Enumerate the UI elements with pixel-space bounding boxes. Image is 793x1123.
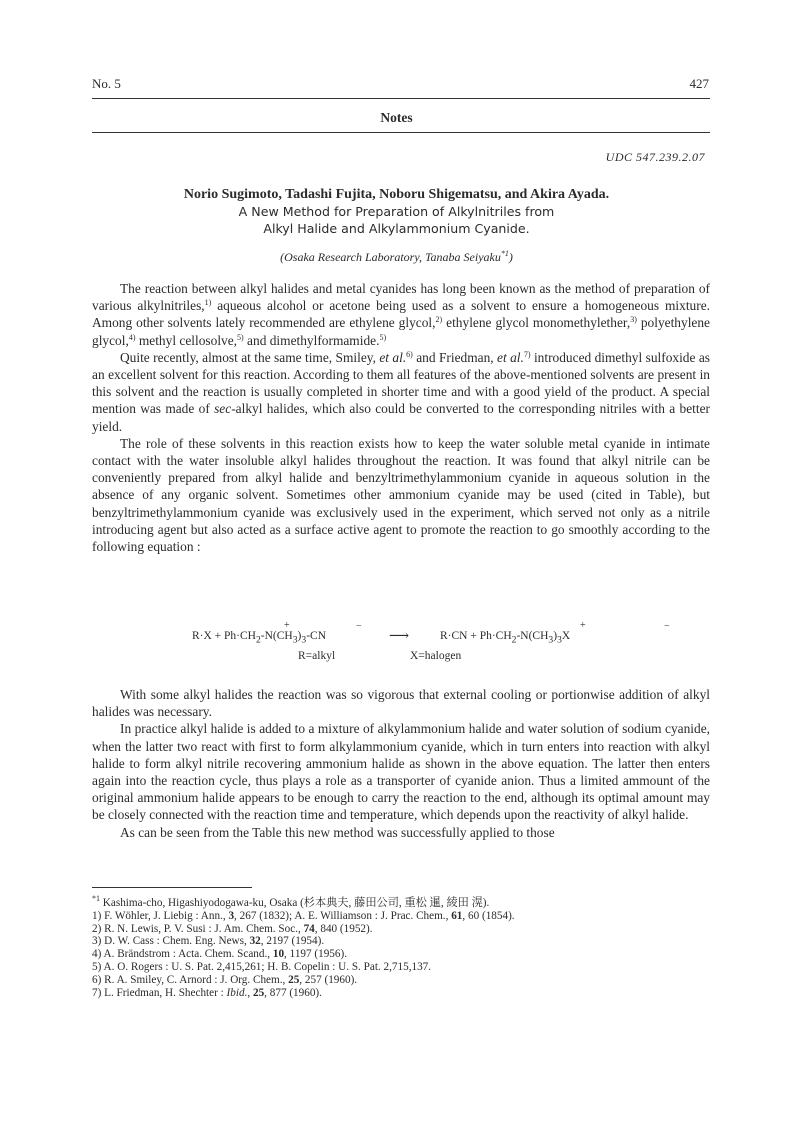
eq-text: ) <box>553 630 558 642</box>
footnote-volume: 25 <box>252 986 265 999</box>
eq-sub: 3 <box>301 634 307 646</box>
footnote-item <box>92 923 712 936</box>
paragraph-2 <box>92 349 710 435</box>
eq-condition-x: X=halogen <box>410 650 462 662</box>
footnote-text: , 60 (1854). <box>462 909 515 922</box>
footnote-mark: 2) <box>92 922 102 935</box>
footnotes <box>92 894 712 999</box>
paragraph-4: With some alkyl halides the reaction was so vigorous that external cooling or portionwise addition of alkyl halides was necessary. <box>92 687 710 720</box>
equation-left <box>192 630 326 645</box>
footnote-text: D. W. Cass : Chem. Eng. News, <box>104 935 250 948</box>
eq-sub: 2 <box>256 634 261 646</box>
footnote-rule <box>92 887 252 888</box>
eq-condition-r: R=alkyl <box>298 650 336 662</box>
et-al: et al. <box>379 349 407 365</box>
article-title-block <box>0 186 793 237</box>
authors: Norio Sugimoto, Tadashi Fujita, Noboru Shigematsu, and Akira Ayada. <box>183 187 610 202</box>
eq-text: X <box>561 630 571 642</box>
paragraph-1 <box>92 280 710 349</box>
ref-mark: 1) <box>204 298 212 308</box>
et-al: et al. <box>497 349 524 365</box>
eq-sub: 3 <box>557 634 562 646</box>
footnote-ibid: Ibid. <box>226 986 248 999</box>
footnote-text: A. O. Rogers : U. S. Pat. 2,415,261; H. B. Copelin : U. S. Pat. 2,715,137. <box>103 960 432 973</box>
eq-plus-charge: + <box>284 620 290 631</box>
footnote-text: , <box>247 986 253 999</box>
body-upper <box>92 280 710 555</box>
footnote-volume: 10 <box>272 948 285 961</box>
ref-mark: 3) <box>630 315 637 325</box>
affiliation-close: ) <box>508 250 513 264</box>
title-line-2: Alkyl Halide and Alkylammonium Cyanide. <box>263 221 530 236</box>
paragraph-5: In practice alkyl halide is added to a mixture of alkylammonium halide and water solution of sodium cyanide, when the latter two react with first to form alkylammonium cyanide, which in turn enters into reaction with alkyl halide to form alkyl nitrile recovering ammonium halide as shown in the above equation. The latter then enters again into the reaction cycle, thus plays a role as a transporter of cyanide anion. Thus a limited ammount of the original ammonium halide appears to be enough to carry the reaction to the end, although its optimal amount may be closely connected with the reaction time and temperature, which depends upon the reactivity of alkyl halide. <box>92 721 710 823</box>
eq-text: -N(CH <box>516 630 549 642</box>
eq-arrow: ⟶ <box>389 629 410 644</box>
footnote-text: , 840 (1952). <box>314 922 373 935</box>
affiliation-text: (Osaka Research Laboratory, Tanaba Seiyaku <box>280 250 501 264</box>
footnote-mark: 3) <box>92 935 102 948</box>
ref-mark: 4) <box>128 332 136 342</box>
p2-text-d: -alkyl halides, which also could be converted to the corresponding nitriles with a better yield. <box>92 401 710 434</box>
footnote-mark: 1) <box>92 909 102 922</box>
eq-sub: 2 <box>511 634 517 646</box>
footnote-text: , 877 (1960). <box>264 986 322 999</box>
eq-minus-charge: − <box>664 621 670 632</box>
eq-text: -CN <box>306 630 326 642</box>
body-lower <box>92 686 710 841</box>
footnote-text: F. Wöhler, J. Liebig : Ann., <box>104 909 229 922</box>
footnote-text: , 257 (1960). <box>299 973 358 986</box>
paragraph-6: As can be seen from the Table this new method was successfully applied to those <box>120 824 555 840</box>
title-line-1: A New Method for Preparation of Alkylnitriles from <box>238 204 555 219</box>
p1-text-b: aqueous alcohol or acetone being used as a solvent to ensure a homogeneous mixture. Among other solvents lately recommended are ethylene glycol, <box>92 298 710 331</box>
p2-text-a: Quite recently, almost at the same time, Smiley, <box>120 349 380 365</box>
p2-text-b: and Friedman, <box>412 349 498 365</box>
footnote-text: , 2197 (1954). <box>260 935 325 948</box>
footnote-text: L. Friedman, H. Shechter : <box>104 986 227 999</box>
footnote-item <box>92 961 712 974</box>
affiliation-mark: *1 <box>500 249 509 258</box>
footnote-mark: 5) <box>92 960 102 973</box>
footnote-text: R. A. Smiley, C. Arnord : J. Org. Chem., <box>104 973 289 986</box>
footnote-volume: 74 <box>303 922 315 935</box>
eq-text: ) <box>297 630 302 642</box>
eq-sub: 3 <box>292 634 298 646</box>
footnote-volume: 3 <box>228 909 235 922</box>
eq-text: -N(CH <box>260 630 293 642</box>
footnote-mark: 4) <box>92 948 102 961</box>
p1-text-f: and dimethylformamide. <box>243 332 380 348</box>
p2-text-c: introduced dimethyl sulfoxide as an excellent solvent for this reaction. According to them all features of the above-mentioned solvents are present in this solvent and the reaction is usually completed in shorter time and with a good yield of the product. A special mention was made of <box>92 349 710 417</box>
p1-text-a: The reaction between alkyl halides and metal cyanides has long been known as the method of preparation of various alkylnitriles, <box>92 281 710 314</box>
footnote-volume: 61 <box>451 909 463 922</box>
footnote-item <box>92 894 712 910</box>
footnote-text: A. Brändstrom : Acta. Chem. Scand., <box>103 948 273 961</box>
ref-mark: 2) <box>435 315 443 325</box>
ref-mark: 6) <box>406 349 413 359</box>
section-title: Notes <box>380 110 413 125</box>
eq-text: R·CN + Ph·CH <box>440 630 512 642</box>
affiliation <box>0 250 793 265</box>
p1-text-c: ethylene glycol monomethylether, <box>442 315 631 331</box>
footnote-item <box>92 987 712 1000</box>
footnote-volume: 25 <box>288 973 300 986</box>
eq-minus-charge: − <box>356 621 362 632</box>
sec-prefix: sec <box>214 401 232 417</box>
footnote-mark: 6) <box>92 973 102 986</box>
footnote-item <box>92 935 712 948</box>
paragraph-3: The role of these solvents in this reaction exists how to keep the water soluble metal cyanide in intimate contact with the water insoluble alkyl halides throughout the reaction. It was found that alkyl nitrile can be conveniently prepared from alkyl halide and benzyltrimethylammonium cyanide in aqueous solution in the absence of any organic solvent. Sometimes other ammonium cyanide may be used (cited in Table), but benzyltrimethylammonium cyanide was exclusively used in the experiment, which served not only as a nitrile introducing agent but also acted as a surface active agent to promote the reaction to go smoothly according to the following equation : <box>92 435 710 555</box>
footnote-mark: 7) <box>92 986 102 999</box>
p1-text-d: polyethylene glycol, <box>92 315 710 348</box>
footnote-mark: *1 <box>92 894 100 903</box>
footnote-item <box>92 948 712 961</box>
udc-code: UDC 547.239.2.07 <box>605 150 705 164</box>
journal-number: No. 5 <box>92 76 121 91</box>
equation-right <box>440 630 570 645</box>
p1-text-e: methyl cellosolve, <box>135 332 238 348</box>
eq-plus-charge: + <box>580 620 586 631</box>
section-rule <box>92 132 710 133</box>
footnote-text: , 267 (1832); A. E. Williamson : J. Prac. Chem., <box>234 909 452 922</box>
footnote-item <box>92 910 712 923</box>
eq-text: R·X + Ph·CH <box>192 630 256 642</box>
footnote-volume: 32 <box>249 935 261 948</box>
eq-sub: 3 <box>548 634 554 646</box>
ref-mark: 5) <box>237 332 244 342</box>
page-number: 427 <box>689 76 709 91</box>
header-rule <box>92 98 710 99</box>
footnote-text: , 1197 (1956). <box>284 948 348 961</box>
footnote-text: R. N. Lewis, P. V. Susi : J. Am. Chem. Soc., <box>104 922 304 935</box>
ref-mark: 7) <box>523 349 531 359</box>
footnote-item <box>92 974 712 987</box>
ref-mark: 5) <box>379 332 387 342</box>
footnote-text: Kashima-cho, Higashiyodogawa-ku, Osaka (杉本典夫, 藤田公司, 重松 暹, 綾田 滉). <box>102 897 490 909</box>
